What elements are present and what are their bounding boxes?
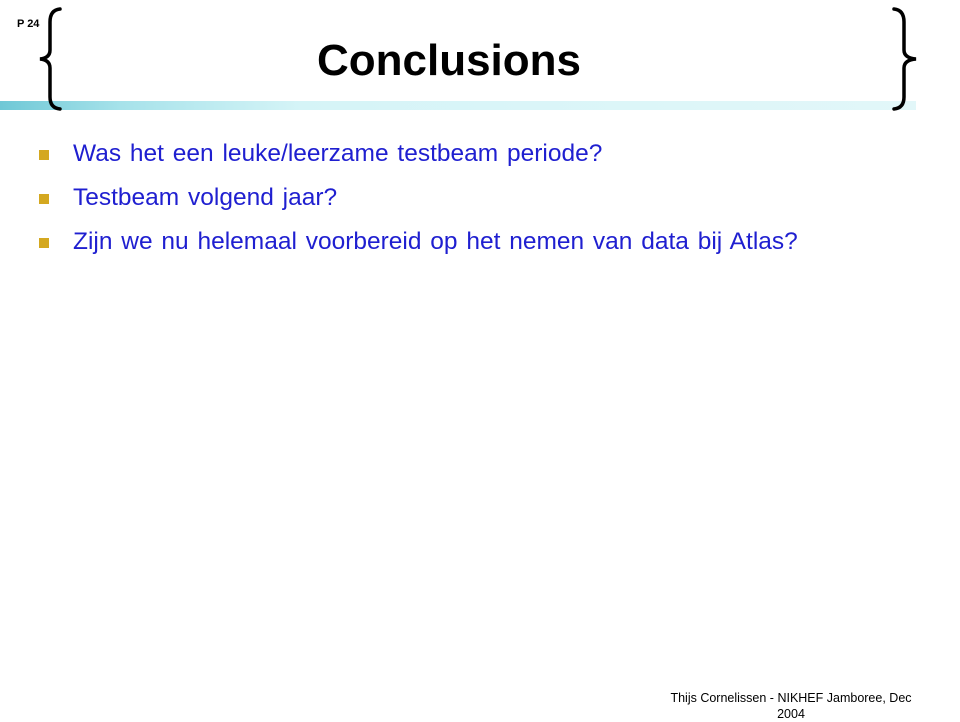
bullet-item — [37, 137, 917, 171]
bullet-item — [37, 181, 917, 215]
bullet-text: Testbeam volgend jaar? — [73, 184, 338, 211]
slide-title: Conclusions — [316, 36, 582, 85]
square-bullet-icon — [39, 150, 49, 160]
page-number: P 24 — [17, 18, 40, 30]
bullet-item — [37, 225, 917, 259]
footer-credit: Thijs Cornelissen - NIKHEF Jamboree, Dec 2004 — [670, 691, 912, 721]
square-bullet-icon — [39, 194, 49, 204]
bullet-text: Zijn we nu helemaal voorbereid op het nemen van data bij Atlas? — [73, 228, 798, 255]
square-bullet-icon — [39, 238, 49, 248]
bullet-text: Was het een leuke/leerzame testbeam periode? — [73, 140, 603, 167]
title-underline-bar — [0, 101, 916, 110]
bullet-list — [37, 137, 917, 269]
